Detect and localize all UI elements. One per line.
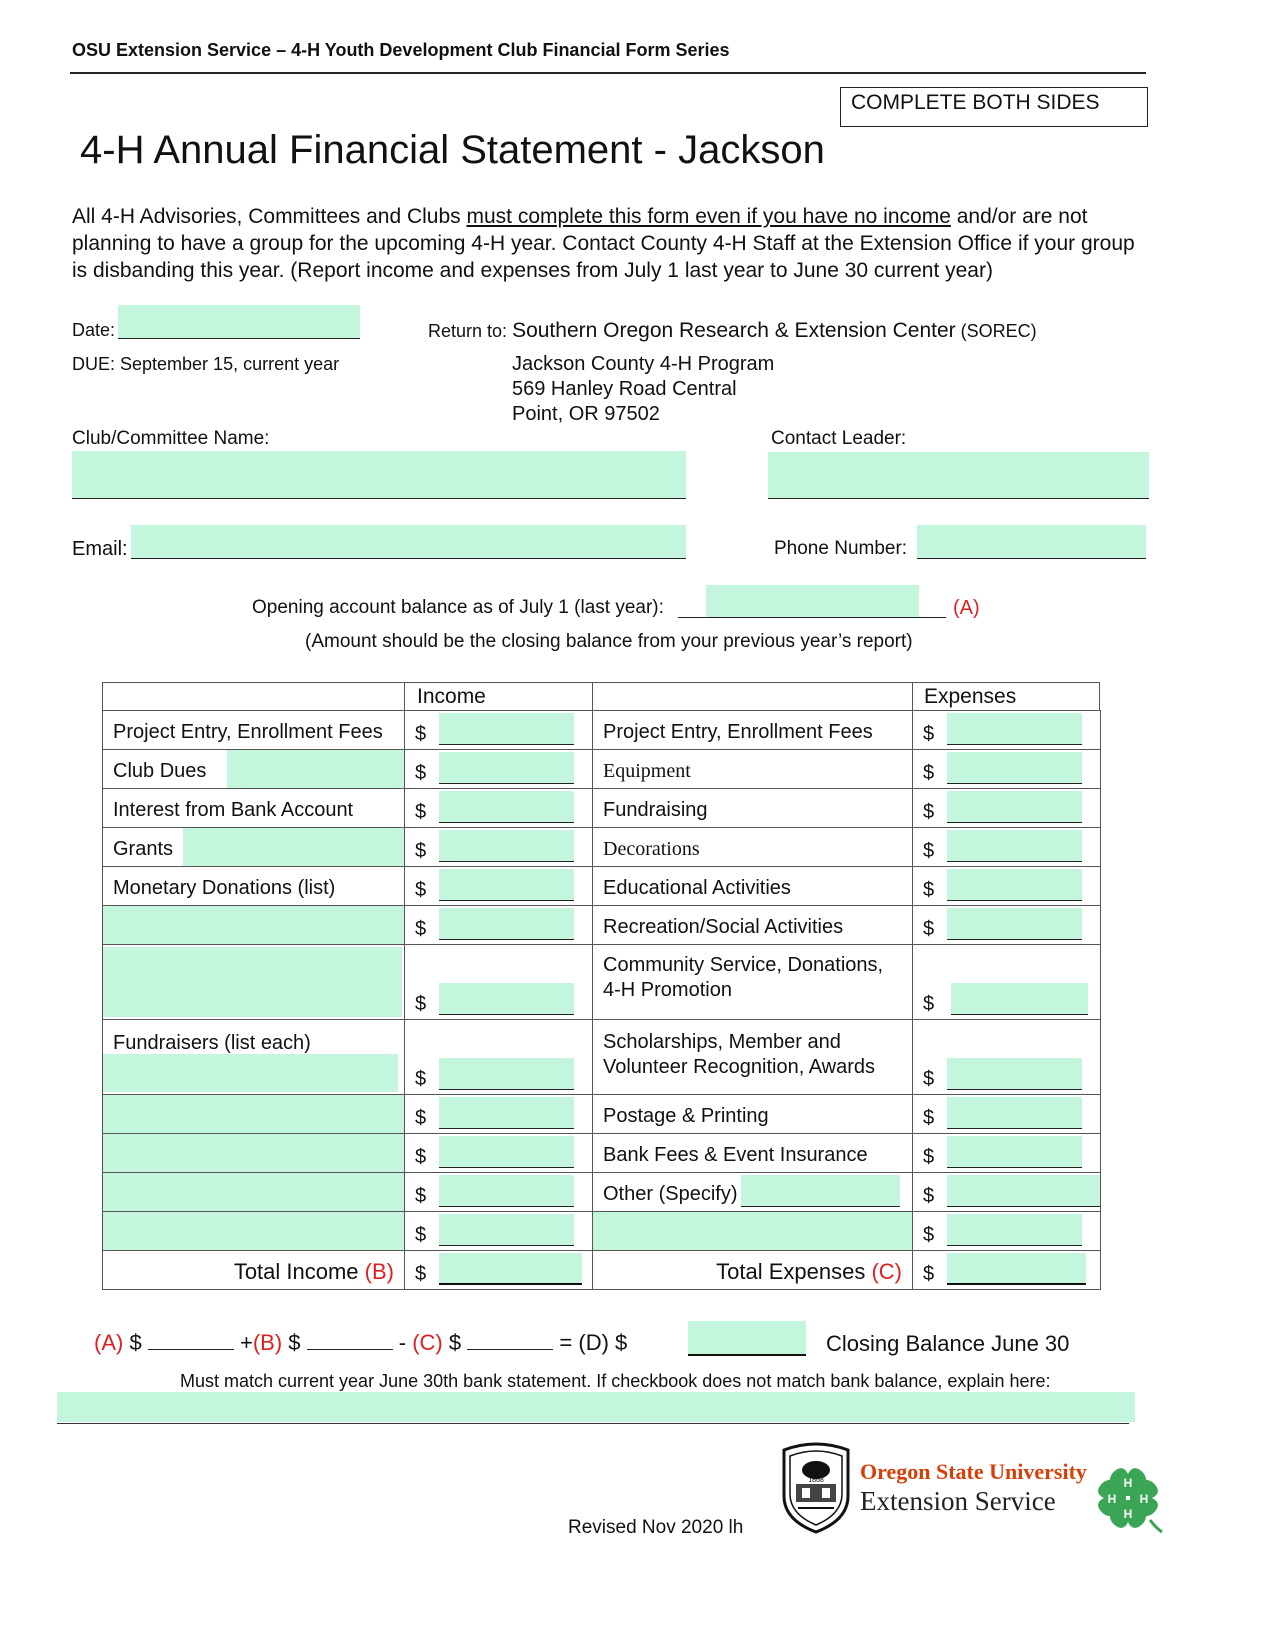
table-row [103, 906, 1101, 945]
formula-c-blank[interactable] [467, 1349, 553, 1350]
income-amount-field[interactable] [439, 1097, 574, 1129]
expense-amount-cell [913, 789, 1101, 828]
income-amount-cell [405, 1212, 593, 1251]
formula-dollar: $ [129, 1330, 142, 1355]
expense-amount-cell [913, 945, 1101, 1020]
income-amount-cell [405, 1020, 593, 1095]
address-line: 569 Hanley Road Central [512, 378, 737, 400]
header-rule [70, 72, 1146, 74]
dollar-sign: $ [415, 879, 427, 901]
address-line: Jackson County 4-H Program [512, 353, 775, 375]
header-divider [912, 682, 913, 710]
income-row-label: Interest from Bank Account [113, 799, 354, 821]
total-income-label: Total Income [233, 1259, 359, 1284]
income-label-cell [103, 906, 405, 945]
fundraiser-name-field[interactable] [103, 1095, 404, 1133]
date-label: Date: [72, 320, 116, 340]
table-row [103, 867, 1101, 906]
income-amount-field[interactable] [439, 713, 574, 745]
table-row [103, 945, 1101, 1020]
formula-dollar: $ [615, 1330, 628, 1355]
income-amount-cell [405, 906, 593, 945]
dollar-sign: $ [415, 801, 427, 823]
income-amount-field[interactable] [439, 752, 574, 784]
table-row [103, 750, 1101, 789]
donation-source-field[interactable] [103, 906, 404, 944]
contact-leader-label: Contact Leader: [771, 428, 907, 449]
expense-label-cell [593, 1020, 913, 1095]
expense-amount-field[interactable] [947, 1214, 1082, 1246]
expense-label-cell [593, 1095, 913, 1134]
intro-paragraph [72, 203, 1152, 284]
income-amount-field[interactable] [439, 1136, 574, 1168]
income-row-label: Fundraisers (list each) [113, 1032, 311, 1054]
income-label-cell [103, 1095, 405, 1134]
dollar-sign: $ [415, 993, 427, 1015]
dollar-sign: $ [923, 840, 935, 862]
dollar-sign: $ [415, 1224, 427, 1246]
opening-marker-a: (A) [953, 597, 980, 619]
club-name-label: Club/Committee Name: [72, 428, 270, 449]
income-label-cell [103, 1212, 405, 1251]
table-row [103, 828, 1101, 867]
total-expenses-field[interactable] [947, 1253, 1086, 1285]
svg-text:H: H [1107, 1492, 1117, 1506]
return-label: Return to: [428, 321, 508, 341]
income-header: Income [417, 685, 486, 708]
dollar-sign: $ [923, 762, 935, 784]
header-divider [404, 682, 405, 710]
formula-dollar: $ [448, 1330, 462, 1355]
income-amount-field[interactable] [439, 908, 574, 940]
fundraiser-name-field[interactable] [103, 1134, 404, 1172]
return-abbr: (SOREC) [960, 321, 1037, 341]
income-amount-cell [405, 1173, 593, 1212]
income-amount-field[interactable] [439, 869, 574, 901]
dollar-sign: $ [923, 1146, 935, 1168]
expense-amount-field[interactable] [947, 1136, 1082, 1168]
osu-seal-icon [778, 1442, 854, 1534]
svg-text:H: H [1123, 1476, 1133, 1490]
osu-seal-logo [778, 1442, 854, 1534]
expense-amount-cell [913, 1173, 1101, 1212]
total-income-label-wrap [234, 1259, 394, 1285]
expense-amount-field[interactable] [947, 830, 1082, 862]
total-income-marker: (B) [364, 1259, 394, 1284]
email-label: Email: [72, 538, 128, 560]
table-row [103, 711, 1101, 750]
expense-label-cell [593, 750, 913, 789]
phone-field[interactable] [917, 525, 1146, 559]
expense-amount-field[interactable] [947, 791, 1082, 823]
expense-label-cell [593, 1212, 913, 1251]
dollar-sign: $ [415, 762, 427, 784]
expense-amount-field[interactable] [947, 752, 1082, 784]
other-specify-field[interactable] [741, 1175, 900, 1207]
expense-row-label: Decorations [603, 838, 700, 860]
dollar-sign: $ [415, 840, 427, 862]
total-income-amount-cell [405, 1251, 593, 1290]
email-field[interactable] [131, 525, 686, 559]
dollar-sign: $ [923, 801, 935, 823]
total-expenses-label-wrap [716, 1259, 902, 1285]
expense-amount-cell [913, 711, 1101, 750]
income-amount-cell [405, 828, 593, 867]
dollar-sign: $ [415, 1107, 427, 1129]
income-amount-field[interactable] [439, 1175, 574, 1207]
expense-row-label: Other (Specify) [603, 1183, 738, 1205]
formula-minus: - [398, 1330, 407, 1355]
expense-amount-cell [913, 867, 1101, 906]
opening-balance-label: Opening account balance as of July 1 (last year): [252, 597, 664, 618]
income-amount-cell [405, 867, 593, 906]
total-expenses-marker: (C) [871, 1259, 902, 1284]
expense-label-cell [593, 906, 913, 945]
income-amount-field[interactable] [439, 1214, 574, 1246]
club-dues-note-field[interactable] [227, 750, 404, 788]
formula-equals: = [559, 1330, 573, 1355]
dollar-sign: $ [923, 993, 935, 1015]
expense-amount-cell [913, 1095, 1101, 1134]
dollar-sign: $ [923, 1224, 935, 1246]
expense-amount-cell [913, 1212, 1101, 1251]
table-row [103, 1020, 1101, 1095]
dollar-sign: $ [415, 723, 427, 745]
formula-d: (D) [578, 1330, 609, 1355]
table-row [103, 1095, 1101, 1134]
svg-text:H: H [1123, 1507, 1133, 1521]
formula-a: (A) [94, 1330, 124, 1355]
income-amount-field[interactable] [439, 830, 574, 862]
dollar-sign: $ [923, 918, 935, 940]
income-label-cell [103, 1134, 405, 1173]
expense-amount-field[interactable] [947, 869, 1082, 901]
total-income-field[interactable] [439, 1253, 582, 1285]
income-label-cell [103, 711, 405, 750]
income-amount-cell [405, 750, 593, 789]
dollar-sign: $ [923, 723, 935, 745]
expense-amount-field[interactable] [951, 983, 1088, 1015]
return-address [512, 352, 774, 427]
expense-label-cell [593, 711, 913, 750]
expense-amount-cell [913, 1020, 1101, 1095]
formula-a-blank[interactable] [148, 1349, 234, 1350]
intro-part2: and/or are not planning to have a group for the upcoming 4-H year. Contact County 4-H Staff at the Extension Office if your group is disbanding this year. (Report income and expenses from July 1 last year to June 30 current year) [72, 205, 1135, 282]
extension-service-wordmark: Extension Service [860, 1486, 1056, 1516]
expense-row-label: Educational Activities [603, 877, 791, 899]
fundraiser-name-field[interactable] [103, 1173, 404, 1211]
expense-row-label: 4-H Promotion [603, 979, 732, 1001]
date-field[interactable] [118, 305, 360, 339]
income-amount-field[interactable] [439, 983, 574, 1015]
expense-amount-field[interactable] [947, 1058, 1082, 1090]
formula-b: (B) [252, 1330, 283, 1355]
seal-year: 1868 [808, 1477, 824, 1484]
income-amount-cell [405, 1134, 593, 1173]
table-row [103, 1212, 1101, 1251]
page-title: 4-H Annual Financial Statement - Jackson [80, 128, 825, 172]
expense-amount-field[interactable] [947, 713, 1082, 745]
income-amount-cell [405, 945, 593, 1020]
due-label: DUE: September 15, current year [72, 354, 340, 374]
expense-row-label-multiline [603, 953, 883, 1003]
formula-c: (C) [412, 1330, 443, 1355]
closing-balance-label: Closing Balance June 30 [826, 1331, 1070, 1356]
other-expense-field[interactable] [593, 1212, 912, 1250]
income-label-cell [103, 750, 405, 789]
income-label-cell [103, 945, 405, 1020]
club-name-field[interactable] [72, 451, 686, 499]
dollar-sign: $ [923, 1263, 935, 1285]
expense-row-label: Scholarships, Member and [603, 1031, 841, 1053]
expense-row-label: Community Service, Donations, [603, 954, 884, 976]
expense-amount-cell [913, 750, 1101, 789]
dollar-sign: $ [923, 879, 935, 901]
total-expenses-label-cell [593, 1251, 913, 1290]
income-label-cell [103, 867, 405, 906]
expense-row-label: Bank Fees & Event Insurance [603, 1144, 868, 1166]
four-h-clover-icon [1090, 1460, 1166, 1536]
expense-label-cell [593, 1173, 913, 1212]
opening-balance-underline [678, 617, 946, 618]
expense-amount-cell [913, 828, 1101, 867]
income-label-cell [103, 828, 405, 867]
expense-row-label: Volunteer Recognition, Awards [603, 1056, 876, 1078]
series-title: OSU Extension Service – 4-H Youth Development Club Financial Form Series [72, 40, 730, 60]
financial-table [102, 710, 1101, 1290]
expense-amount-field[interactable] [947, 908, 1082, 940]
expense-amount-field[interactable] [947, 1097, 1082, 1129]
fundraiser-name-field[interactable] [103, 1212, 404, 1250]
dollar-sign: $ [415, 1263, 427, 1285]
formula-dollar: $ [288, 1330, 301, 1355]
income-label-cell [103, 1020, 405, 1095]
return-org: Southern Oregon Research & Extension Center [512, 319, 956, 342]
income-label-cell [103, 1173, 405, 1212]
explanation-field[interactable] [57, 1392, 1135, 1422]
formula-b-blank[interactable] [307, 1349, 393, 1350]
expense-label-cell [593, 1134, 913, 1173]
expense-row-label: Recreation/Social Activities [603, 916, 844, 938]
opening-balance-field[interactable] [706, 585, 919, 617]
intro-part1: All 4-H Advisories, Committees and Clubs [72, 205, 467, 228]
total-expenses-amount-cell [913, 1251, 1101, 1290]
expense-label-cell [593, 945, 913, 1020]
return-block [428, 319, 1037, 343]
expenses-header: Expenses [924, 685, 1017, 708]
revision-note: Revised Nov 2020 lh [568, 1517, 744, 1538]
dollar-sign: $ [923, 1107, 935, 1129]
income-amount-field[interactable] [439, 1058, 574, 1090]
expense-row-label: Project Entry, Enrollment Fees [603, 721, 873, 743]
income-amount-cell [405, 789, 593, 828]
expense-amount-cell [913, 906, 1101, 945]
grants-note-field[interactable] [183, 828, 404, 866]
total-income-label-cell [103, 1251, 405, 1290]
expense-label-cell [593, 867, 913, 906]
expense-row-label: Postage & Printing [603, 1105, 769, 1127]
expense-row-label: Equipment [603, 760, 691, 782]
dollar-sign: $ [415, 1068, 427, 1090]
header-divider [592, 682, 593, 710]
explanation-underline [57, 1423, 1129, 1424]
income-amount-cell [405, 711, 593, 750]
table-row [103, 1134, 1101, 1173]
income-amount-cell [405, 1095, 593, 1134]
expense-row-label: Fundraising [603, 799, 708, 821]
expense-amount-field[interactable] [947, 1175, 1100, 1207]
contact-leader-field[interactable] [768, 452, 1149, 499]
opening-balance-note: (Amount should be the closing balance from your previous year’s report) [305, 631, 913, 652]
osu-wordmark: Oregon State University [860, 1459, 1087, 1484]
table-row [103, 789, 1101, 828]
table-row [103, 1173, 1101, 1212]
income-row-label: Grants [113, 838, 174, 860]
four-h-clover-logo [1090, 1460, 1166, 1536]
fundraiser-name-field[interactable] [103, 1054, 398, 1092]
income-row-label: Club Dues [113, 760, 207, 782]
dollar-sign: $ [415, 918, 427, 940]
dollar-sign: $ [415, 1185, 427, 1207]
complete-both-sides-box: COMPLETE BOTH SIDES [840, 87, 1148, 127]
phone-label: Phone Number: [774, 538, 908, 559]
svg-text:H: H [1139, 1492, 1149, 1506]
expense-row-label-multiline [603, 1030, 875, 1080]
total-expenses-label: Total Expenses [716, 1259, 866, 1284]
bank-match-note: Must match current year June 30th bank statement. If checkbook does not match bank balance, explain here: [180, 1371, 1051, 1391]
formula-plus: + [239, 1330, 253, 1355]
closing-balance-field[interactable] [688, 1321, 806, 1356]
expense-label-cell [593, 789, 913, 828]
income-row-label: Monetary Donations (list) [113, 877, 336, 899]
totals-row [103, 1251, 1101, 1290]
income-row-label: Project Entry, Enrollment Fees [113, 721, 383, 743]
closing-formula [94, 1330, 627, 1356]
dollar-sign: $ [415, 1146, 427, 1168]
address-line: Point, OR 97502 [512, 403, 660, 425]
expense-amount-cell [913, 1134, 1101, 1173]
donation-source-field[interactable] [103, 947, 402, 1017]
dollar-sign: $ [923, 1185, 935, 1207]
dollar-sign: $ [923, 1068, 935, 1090]
intro-underlined: must complete this form even if you have no income [466, 205, 951, 228]
income-amount-field[interactable] [439, 791, 574, 823]
income-label-cell [103, 789, 405, 828]
expense-label-cell [593, 828, 913, 867]
